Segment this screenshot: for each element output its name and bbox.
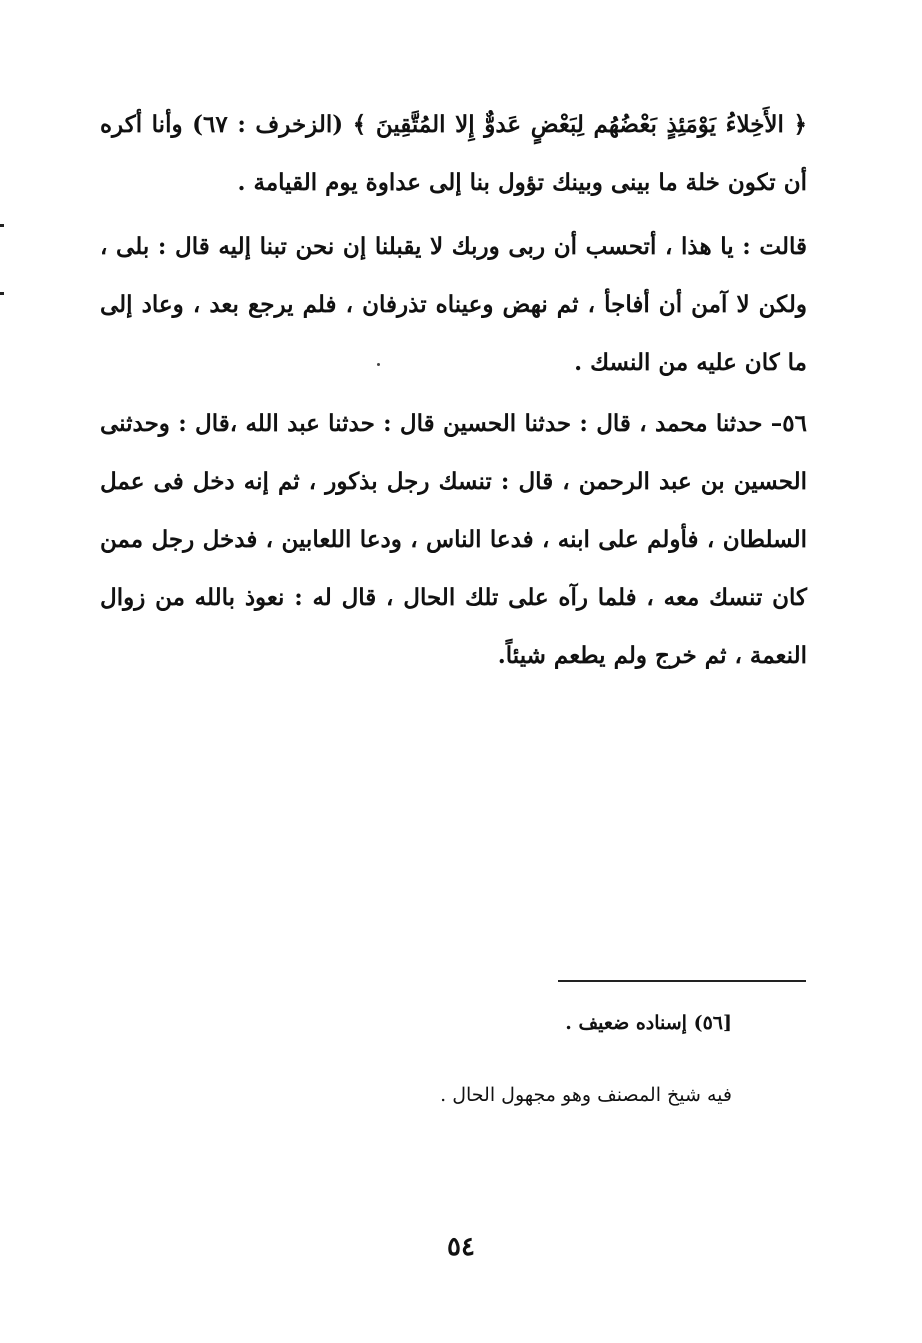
page-number: ٥٤ [447, 1232, 475, 1262]
paragraph-text: (الزخرف : ٦٧) وأنا أكره أن تكون خلة ما بينى وبينك تؤول بنا إلى عداوة يوم القيامة . [100, 111, 807, 196]
margin-mark [0, 224, 4, 227]
footnote-separator [558, 980, 806, 982]
paragraph-verse-quote [100, 96, 807, 212]
footnote-note: فيه شيخ المصنف وهو مجهول الحال . [440, 1084, 732, 1106]
paragraph-hadith-56 [100, 395, 807, 685]
entry-number: ٥٦– [770, 410, 807, 437]
quran-verse: ﴿ الأَخِلاءُ يَوْمَئِذٍ بَعْضُهُم لِبَعْضٍ عَدوٌّ إِلا المُتَّقِينَ ﴾ [352, 111, 807, 138]
paragraph-dialogue [100, 218, 807, 392]
paragraph-text: حدثنا محمد ، قال : حدثنا الحسين قال : حدثنا عبد الله ،قال : وحدثنى الحسين بن عبد الرحمن ، قال : تنسك رجل بذكور ، ثم إنه دخل فى عمل السلطان ، فأولم على ابنه ، فدعا الناس ، ودعا اللعابين ، فدخل رجل ممن كان تنسك معه ، فلما رآه على تلك الحال ، قال له : نعوذ بالله من زوال النعمة ، ثم خرج ولم يطعم شيئاً. [100, 410, 807, 669]
footnote-isnad: [٥٦) إسناده ضعيف . [565, 1012, 732, 1034]
paragraph-text: قالت : يا هذا ، أتحسب أن ربى وربك لا يقبلنا إن نحن تبنا إليه قال : بلى ، ولكن لا آمن أن أفاجأ ، ثم نهض وعيناه تذرفان ، فلم يرجع بعد ، وعاد إلى ما كان عليه من النسك . [100, 233, 807, 376]
margin-mark [0, 292, 4, 295]
